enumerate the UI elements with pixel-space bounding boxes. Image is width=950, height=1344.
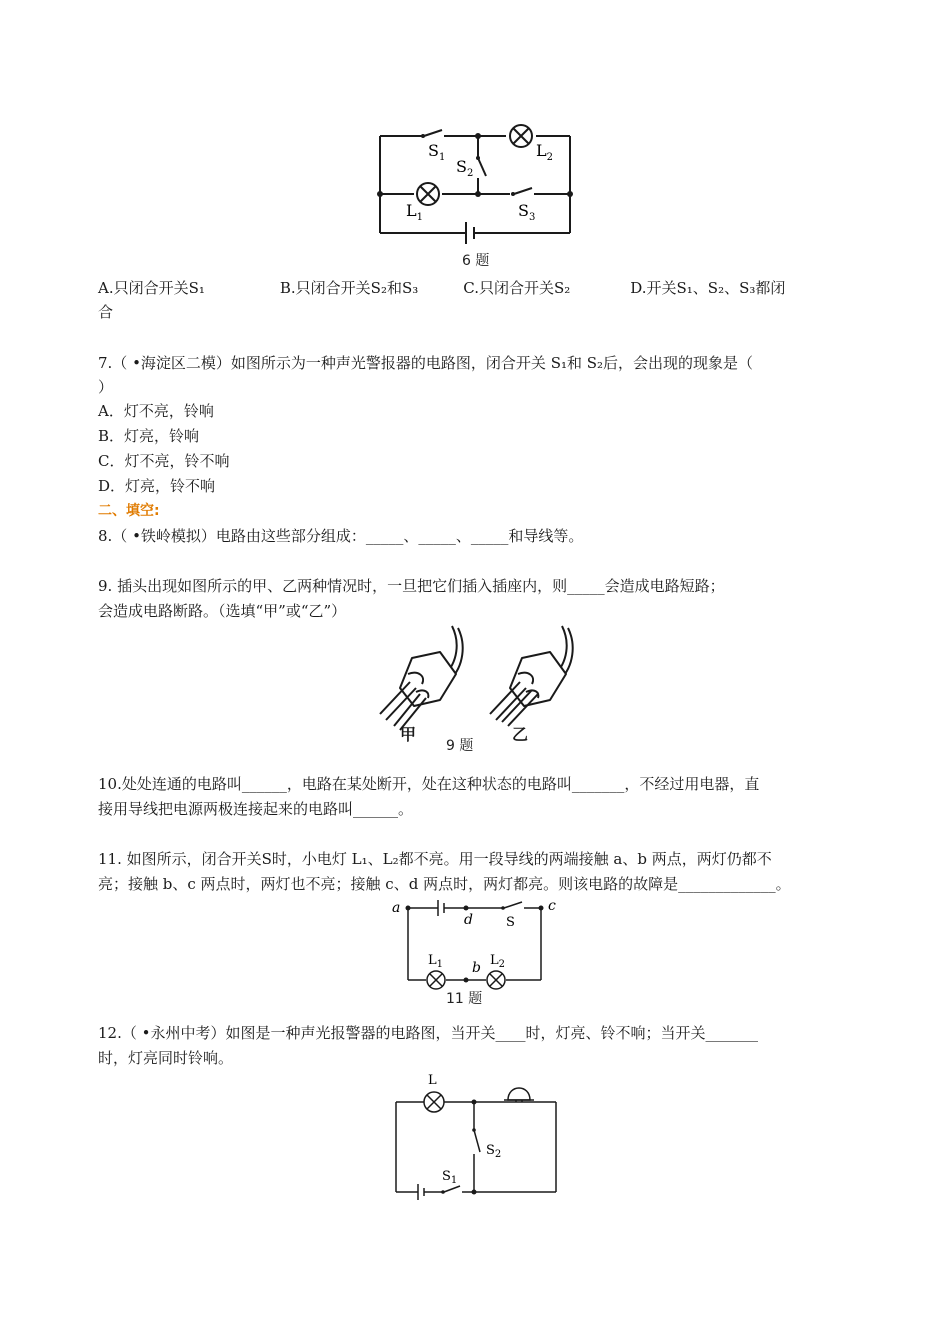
section-fill-blank-heading: 二、填空: [98, 503, 160, 519]
q7-stem-line1: 7.（ •海淀区二模）如图所示为一种声光警报器的电路图，闭合开关 S₁和 S₂后，会出现的现象是（ [98, 354, 754, 372]
q12-label-s1: $S_1$ [442, 1169, 458, 1186]
q11-label-d: d [464, 912, 473, 928]
q6-options-line2: 合 [98, 303, 114, 321]
q8-stem: 8.（ •铁岭模拟）电路由这些部分组成：_____、_____、_____和导线等。 [98, 527, 584, 545]
q11-circuit-diagram [386, 892, 566, 992]
q10-stem-line2: 接用导线把电源两极连接起来的电路叫______。 [98, 800, 414, 818]
q6-label-s2: $S_2$ [456, 157, 474, 179]
q10-stem-line1: 10.处处连通的电路叫______，电路在某处断开，处在这种状态的电路叫_______，不经过用电器，直 [98, 775, 760, 793]
q7-option-b: B．灯亮，铃响 [98, 427, 200, 445]
q7-option-d: D．灯亮，铃不响 [98, 477, 216, 495]
q11-label-b: b [472, 960, 481, 976]
q11-label-s: S [506, 915, 515, 930]
q9-caption: 9 题 [446, 738, 474, 754]
q6-label-l2: $L_2$ [536, 141, 553, 163]
q6-options-line1: A.只闭合开关S₁ B.只闭合开关S₂和S₃ C.只闭合开关S₂ D.开关S₁、S₂、S₃都闭 [98, 279, 786, 297]
q9-plug-illustration [370, 622, 590, 734]
q12-label-s2: $S_2$ [486, 1143, 502, 1160]
q7-stem-line2: ） [98, 378, 114, 396]
q9-label-jia: 甲 [400, 725, 417, 744]
q6-caption: 6 题 [462, 253, 490, 269]
q11-label-c: c [548, 898, 556, 914]
q11-label-l2: $L_2$ [490, 953, 506, 970]
q6-label-s1: $S_1$ [428, 141, 446, 163]
q12-stem-line1: 12.（ •永州中考）如图是一种声光报警器的电路图，当开关____时，灯亮、铃不响；当开关_______ [98, 1024, 758, 1042]
q12-circuit-diagram [388, 1068, 568, 1204]
q12-stem-line2: 时，灯亮同时铃响。 [98, 1049, 234, 1067]
q11-caption: 11 题 [446, 991, 483, 1007]
q9-label-yi: 乙 [512, 725, 529, 744]
q7-option-a: A．灯不亮，铃响 [98, 402, 214, 420]
q11-label-a: a [392, 900, 401, 916]
q9-stem-line1: 9. 插头出现如图所示的甲、乙两种情况时，一旦把它们插入插座内，则_____会造成电路短路； [98, 577, 725, 595]
q11-stem-line2: 亮；接触 b、c 两点时，两灯也不亮；接触 c、d 两点时，两灯都亮。则该电路的故障是_____________。 [98, 875, 791, 893]
q6-label-s3: $S_3$ [518, 201, 536, 223]
q12-label-l: L [428, 1073, 437, 1088]
q6-label-l1: $L_1$ [406, 201, 423, 223]
q11-label-l1: $L_1$ [428, 953, 444, 970]
q11-stem-line1: 11. 如图所示，闭合开关S时，小电灯 L₁、L₂都不亮。用一段导线的两端接触 a、b 两点，两灯仍都不 [98, 850, 772, 868]
q9-stem-line2: 会造成电路断路。（选填“甲”或“乙”） [98, 602, 347, 620]
q7-option-c: C．灯不亮，铃不响 [98, 452, 230, 470]
